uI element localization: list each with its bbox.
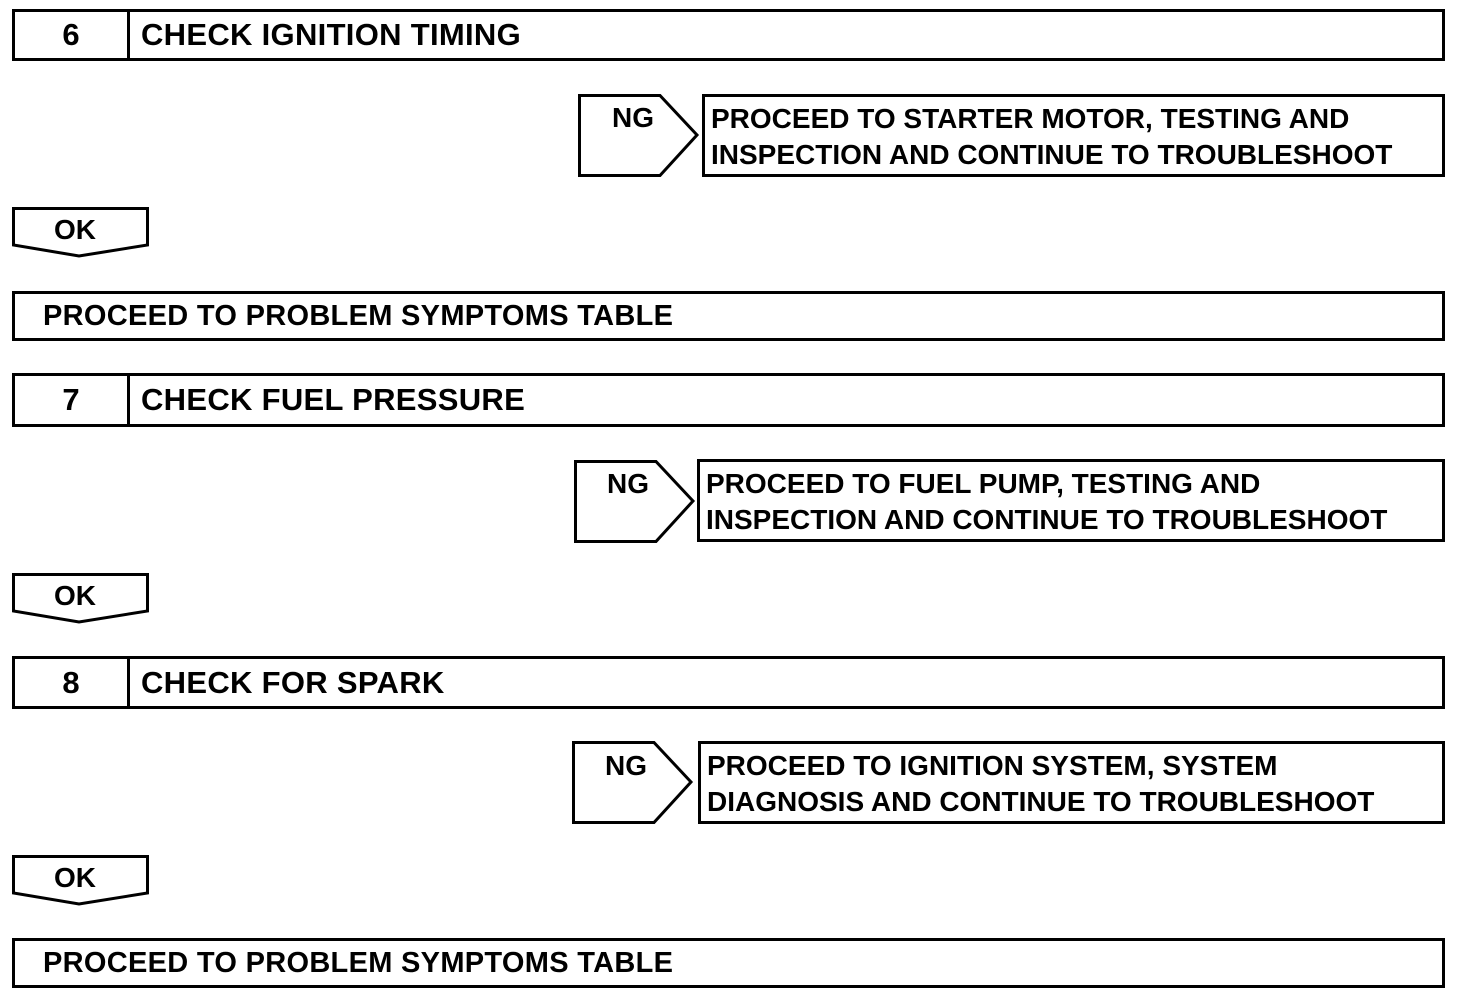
result-box [12, 291, 1445, 341]
step-title: CHECK IGNITION TIMING [141, 17, 522, 52]
ng-action-box [698, 741, 1445, 824]
ng-action-line: PROCEED TO IGNITION SYSTEM, SYSTEM [707, 750, 1278, 781]
ng-action-line: PROCEED TO STARTER MOTOR, TESTING AND [711, 103, 1350, 134]
ng-action-line: PROCEED TO FUEL PUMP, TESTING AND [706, 468, 1261, 499]
step-title: CHECK FOR SPARK [141, 664, 445, 700]
ok-label: OK [54, 214, 96, 245]
step-number: 7 [15, 376, 130, 424]
result-text: PROCEED TO PROBLEM SYMPTOMS TABLE [43, 299, 674, 332]
ng-label: NG [607, 468, 649, 499]
step-6-box [12, 9, 1445, 61]
result-box [12, 938, 1445, 988]
ok-label: OK [54, 862, 96, 893]
result-text: PROCEED TO PROBLEM SYMPTOMS TABLE [43, 946, 674, 979]
step-number: 6 [15, 12, 130, 58]
step-title: CHECK FUEL PRESSURE [141, 382, 526, 417]
ng-action-line: INSPECTION AND CONTINUE TO TROUBLESHOOT [706, 504, 1388, 535]
ng-label: NG [605, 750, 647, 781]
ng-action-box [702, 94, 1445, 177]
step-8-box [12, 656, 1445, 709]
ok-label: OK [54, 580, 96, 611]
ng-action-line: DIAGNOSIS AND CONTINUE TO TROUBLESHOOT [707, 786, 1375, 817]
ng-label: NG [612, 102, 654, 133]
step-number: 8 [15, 659, 130, 706]
step-7-box [12, 373, 1445, 427]
ng-action-line: INSPECTION AND CONTINUE TO TROUBLESHOOT [711, 139, 1393, 170]
ng-action-box [697, 459, 1445, 542]
